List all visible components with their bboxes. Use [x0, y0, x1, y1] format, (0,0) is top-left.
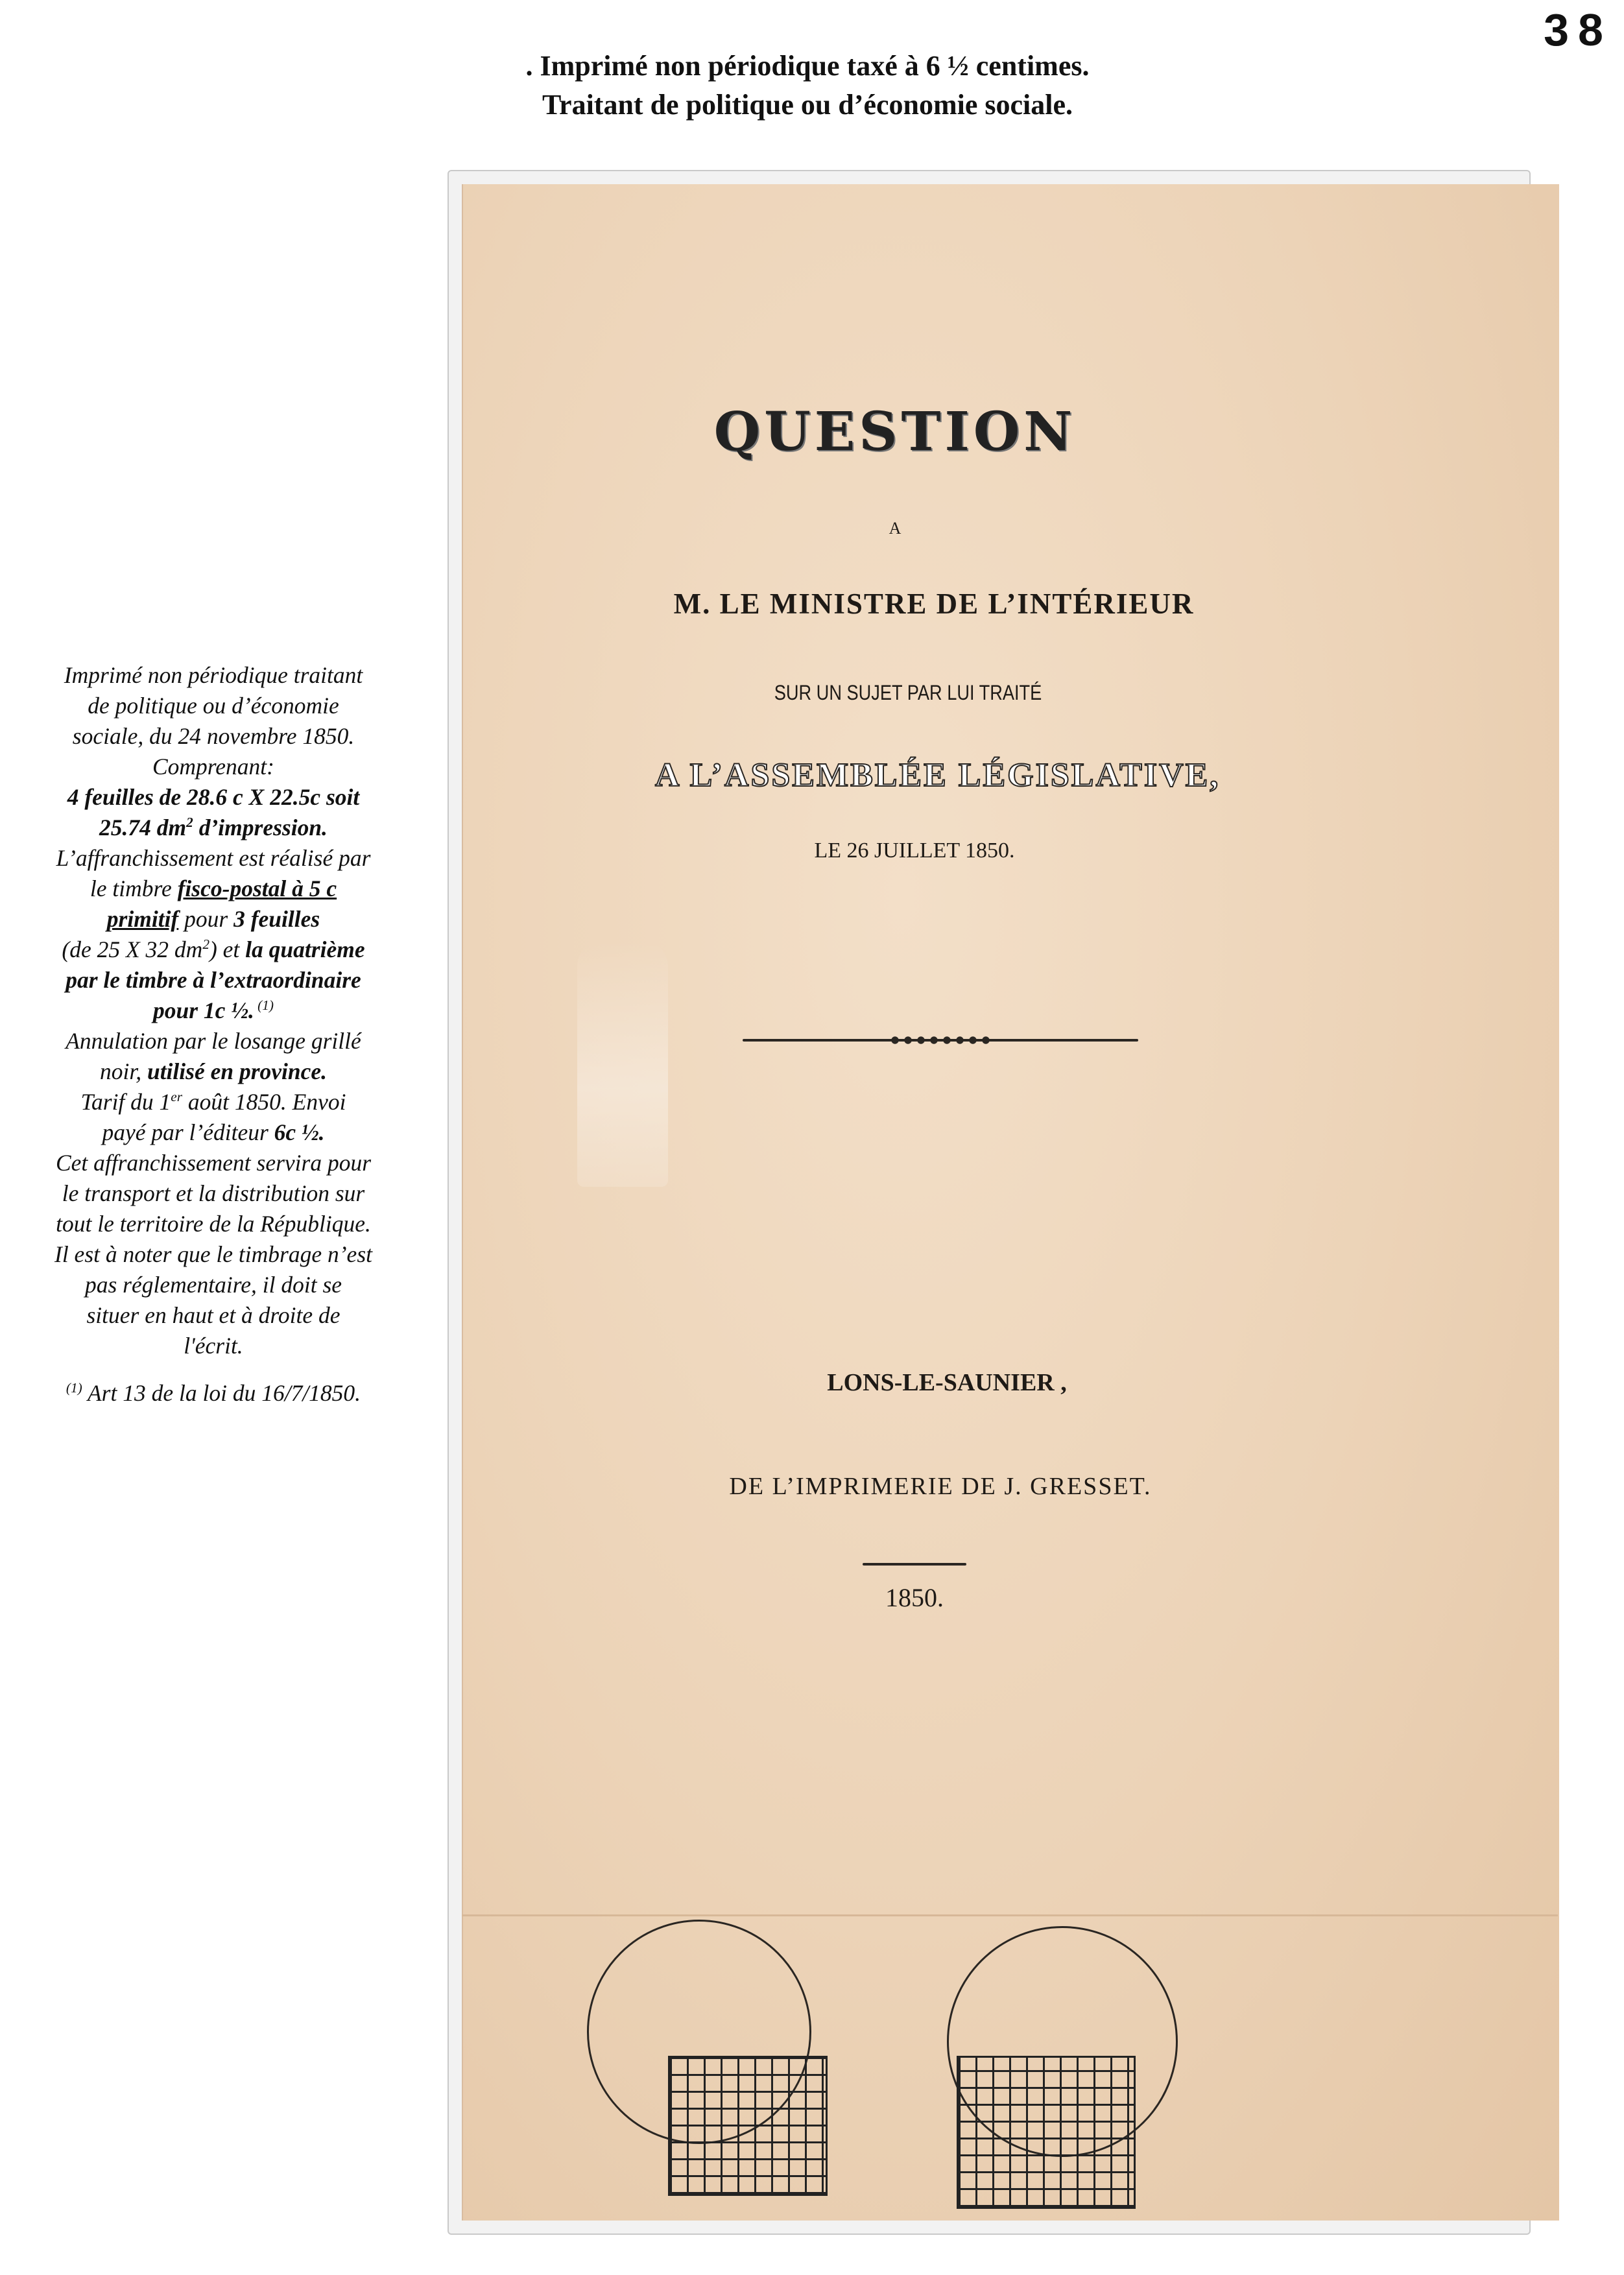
note-sup: er: [171, 1089, 183, 1105]
note-line: [18, 874, 409, 904]
note-text: payé par l’éditeur: [102, 1119, 274, 1145]
paper-crease: [577, 940, 668, 1187]
note-text: Tarif du 1: [80, 1089, 171, 1115]
note-line: [18, 904, 409, 935]
note-text: utilisé en province.: [147, 1058, 328, 1084]
note-text: fisco-postal à 5 c: [177, 875, 337, 901]
note-line: [18, 1117, 409, 1148]
document-year: 1850.: [885, 1583, 944, 1612]
footnote: [18, 1378, 409, 1409]
note-text: la quatrième: [245, 936, 365, 962]
note-line: Cet affranchissement servira pour: [55, 1150, 372, 1176]
grid-cancellation-mark: [957, 2056, 1136, 2209]
note-line: [18, 935, 409, 965]
page-header: [454, 47, 1161, 125]
note-text: pour 1c ½.: [153, 997, 254, 1023]
note-line: 4 feuilles de 28.6 c X 22.5c soit: [67, 784, 360, 810]
grid-cancellation-mark: [668, 2056, 828, 2196]
document-assembly: A L’ASSEMBLÉE LÉGISLATIVE,: [655, 757, 1221, 794]
note-line: [18, 813, 409, 843]
note-text: ) et: [209, 936, 246, 962]
note-sup: (1): [254, 997, 274, 1014]
ornamental-rule: [743, 1039, 1138, 1042]
description-note: [18, 660, 409, 1409]
note-text: le timbre: [90, 875, 178, 901]
note-text: août 1850. Envoi: [182, 1089, 346, 1115]
note-line: le transport et la distribution sur: [62, 1180, 365, 1206]
note-text: 6c ½.: [274, 1119, 325, 1145]
ornamental-rule: [863, 1563, 966, 1566]
document-title: QUESTION: [713, 401, 1077, 463]
rule-ornament: [889, 1034, 992, 1046]
document-city: LONS-LE-SAUNIER ,: [827, 1369, 1067, 1396]
page-number: 38: [1544, 5, 1612, 55]
footnote-sup: (1): [66, 1380, 82, 1396]
note-sup: 2: [186, 815, 193, 831]
note-text: 3 feuilles: [233, 906, 320, 932]
fold-line: [462, 1914, 1558, 1916]
note-line: l'écrit.: [184, 1333, 243, 1359]
note-line: [18, 1087, 409, 1117]
note-line: tout le territoire de la République.: [56, 1211, 371, 1237]
note-line: de politique ou d’économie: [88, 693, 339, 719]
header-line-2: Traitant de politique ou d’économie sociale.: [542, 89, 1073, 121]
note-line: situer en haut et à droite de: [86, 1302, 340, 1328]
note-line: [18, 1056, 409, 1087]
note-line: L’affranchissement est réalisé par: [56, 845, 371, 871]
document-preposition: A: [889, 519, 902, 538]
note-line: par le timbre à l’extraordinaire: [66, 967, 361, 993]
note-text: d’impression.: [193, 815, 328, 840]
header-line-1: . Imprimé non périodique taxé à 6 ½ centimes.: [525, 50, 1090, 82]
note-text: noir,: [99, 1058, 147, 1084]
note-line: Comprenant:: [152, 754, 274, 780]
note-line: Imprimé non périodique traitant: [64, 662, 363, 688]
document-date: LE 26 JUILLET 1850.: [814, 839, 1015, 863]
note-line: Il est à noter que le timbrage n’est: [54, 1241, 372, 1267]
note-text: (de 25 X 32 dm: [62, 936, 203, 962]
note-line: pas réglementaire, il doit se: [84, 1272, 342, 1298]
note-line: Annulation par le losange grillé: [66, 1028, 361, 1054]
footnote-text: Art 13 de la loi du 16/7/1850.: [82, 1380, 361, 1406]
note-text: 25.74 dm: [99, 815, 187, 840]
note-line: sociale, du 24 novembre 1850.: [72, 723, 355, 749]
note-text: primitif: [106, 906, 179, 932]
document-subject: SUR UN SUJET PAR LUI TRAITÉ: [774, 681, 1042, 704]
note-text: pour: [178, 906, 234, 932]
note-sup: 2: [202, 936, 209, 953]
document-addressee: M. LE MINISTRE DE L’INTÉRIEUR: [673, 588, 1195, 620]
note-line: [18, 995, 409, 1026]
document-printer: DE L’IMPRIMERIE DE J. GRESSET.: [729, 1473, 1152, 1500]
